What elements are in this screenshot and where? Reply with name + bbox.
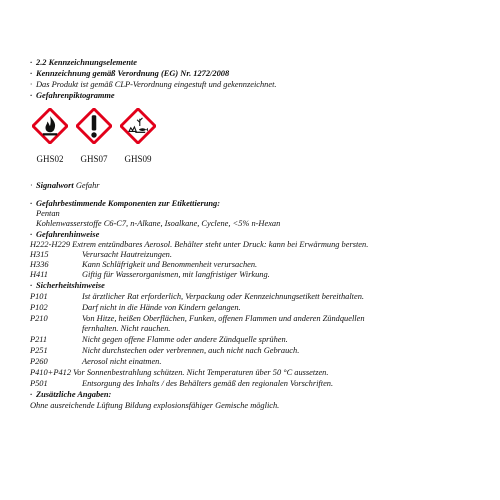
hazard-statement: H222-H229 Extrem entzündbares Aerosol. Behälter steht unter Druck: kann bei Erwärmung bersten.	[30, 240, 369, 249]
regulation-text: · Das Produkt ist gemäß CLP-Verordnung eingestuft und gekennzeichnet.	[30, 80, 277, 89]
hazard-code: H411	[30, 270, 48, 279]
safety-code: P251	[30, 346, 48, 355]
flame-icon	[32, 108, 68, 144]
safety-text: fernhalten. Nicht rauchen.	[82, 324, 171, 333]
safety-code: P102	[30, 303, 48, 312]
hazard-text: Kann Schläfrigkeit und Benommenheit verursachen.	[82, 260, 258, 269]
safety-text: Nicht gegen offene Flamme oder andere Zündquelle sprühen.	[82, 335, 288, 344]
safety-code: P211	[30, 335, 48, 344]
signal-word: · Signalwort Gefahr	[30, 181, 100, 190]
safety-text: Darf nicht in die Hände von Kindern gelangen.	[82, 303, 241, 312]
safety-text: Entsorgung des Inhalts / des Behälters gemäß den regionalen Vorschriften.	[82, 379, 334, 388]
hazard-text: Giftig für Wasserorganismen, mit langfristiger Wirkung.	[82, 270, 270, 279]
section-title: · 2.2 Kennzeichnungselemente	[30, 58, 137, 67]
safety-code: P101	[30, 292, 48, 301]
safety-text: Nicht durchstechen oder verbrennen, auch nicht nach Gebrauch.	[82, 346, 300, 355]
regulation-heading: · Kennzeichnung gemäß Verordnung (EG) Nr. 1272/2008	[30, 69, 230, 78]
pictogram-label-ghs02: GHS02	[36, 154, 64, 164]
component-item: Kohlenwasserstoffe C6-C7, n-Alkane, Isoalkane, Cyclene, <5% n-Hexan	[36, 219, 281, 228]
component-item: Pentan	[36, 209, 60, 218]
safety-code: P210	[30, 314, 48, 323]
hazard-code: H315	[30, 250, 49, 259]
safety-text: Von Hitze, heißen Oberflächen, Funken, offenen Flammen und anderen Zündquellen	[82, 314, 365, 323]
pictogram-label-ghs07: GHS07	[80, 154, 108, 164]
safety-statement: P410+P412 Vor Sonnenbestrahlung schützen. Nicht Temperaturen über 50 °C aussetzen.	[30, 368, 329, 377]
safety-code: P260	[30, 357, 48, 366]
hazard-text: Verursacht Hautreizungen.	[82, 250, 172, 259]
hazard-heading: · Gefahrenhinweise	[30, 230, 100, 239]
safety-code: P501	[30, 379, 48, 388]
environment-icon	[120, 108, 156, 144]
additional-text: Ohne ausreichende Lüftung Bildung explosionsfähiger Gemische möglich.	[30, 401, 280, 410]
additional-heading: · Zusätzliche Angaben:	[30, 390, 112, 399]
safety-text: Ist ärztlicher Rat erforderlich, Verpackung oder Kennzeichnungsetikett bereithalten.	[82, 292, 364, 301]
safety-text: Aerosol nicht einatmen.	[82, 357, 162, 366]
exclamation-icon	[76, 108, 112, 144]
safety-heading: · Sicherheitshinweise	[30, 281, 105, 290]
hazard-code: H336	[30, 260, 49, 269]
pictogram-label-ghs09: GHS09	[124, 154, 152, 164]
components-heading: · Gefahrbestimmende Komponenten zur Etikettierung:	[30, 199, 221, 208]
pictograms-heading: · Gefahrenpiktogramme	[30, 91, 115, 100]
